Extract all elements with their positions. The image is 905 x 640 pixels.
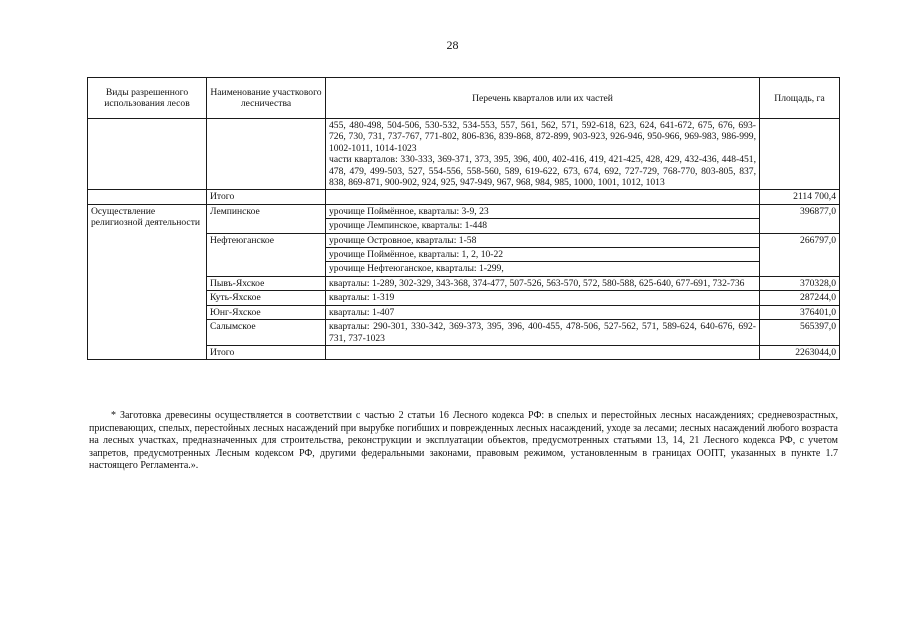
- use-type-cell: Осуществление религиозной деятельности: [88, 204, 207, 359]
- footnote-text: * Заготовка древесины осуществляется в соответствии с частью 2 статьи 16 Лесного кодекса РФ: в спелых и перестойных лесных насаждениях; средневозрастных, приспевающих, спелых, перестойных лесных насаждений при вырубке погибших и поврежденных лесных насаждений, уходе за лесами; лесных насаждений любого возраста на лесных участках, предназначенных для строительства, реконструкции и эксплуатации объектов, предусмотренных статьями 13, 14, 21 Лесного кодекса РФ, с учетом запретов, предусмотренных Лесным кодексом РФ, другими федеральными законами, правовым режимом, установленным в границах ООПТ, указанных в пункте 1.7 настоящего Регламента.».: [89, 410, 838, 472]
- header-quarters: Перечень кварталов или их частей: [326, 78, 760, 119]
- quarter-parts-list: части кварталов: 330-333, 369-371, 373, 395, 396, 400, 402-416, 419, 421-425, 428, 429, 432-436, 448-451, 478, 479, 499-503, 527, 554-556, 558-560, 589, 619-622, 673, 674, 692, 727-729, 768-770, 803-805, 837, 838, 869-871, 900-902, 924, 925, 947-949, 967, 968, 984, 985, 1000, 1001, 1012, 1013: [329, 154, 756, 189]
- quarters-cell: урочище Островное, кварталы: 1-58: [326, 233, 760, 247]
- total-label: Итого: [207, 345, 326, 359]
- quarters-cell: урочище Поймённое, кварталы: 1, 2, 10-22: [326, 248, 760, 262]
- table-header-row: [88, 78, 840, 119]
- total-area: 2114 700,4: [760, 190, 840, 204]
- quarters-cell: урочище Нефтеюганское, кварталы: 1-299,: [326, 262, 760, 276]
- quarters-cell: кварталы: 290-301, 330-342, 369-373, 395, 396, 400-455, 478-506, 527-562, 571, 589-624, 640-676, 692-731, 737-1023: [326, 320, 760, 346]
- header-area: Площадь, га: [760, 78, 840, 119]
- quarters-cell: кварталы: 1-407: [326, 305, 760, 319]
- forestry-name: Юнг-Яхское: [207, 305, 326, 319]
- area-cell: 376401,0: [760, 305, 840, 319]
- quarters-cell: кварталы: 1-289, 302-329, 343-368, 374-477, 507-526, 563-570, 572, 580-588, 625-640, 677-691, 732-736: [326, 276, 760, 290]
- footnote: [89, 410, 838, 473]
- forestry-name: Салымское: [207, 320, 326, 346]
- page-number: 28: [446, 38, 459, 52]
- area-cell: 370328,0: [760, 276, 840, 290]
- header-forestry: Наименование участкового лесничества: [207, 78, 326, 119]
- table-row: [88, 204, 840, 218]
- area-cell: 287244,0: [760, 291, 840, 305]
- total-label: Итого: [207, 190, 326, 204]
- area-cell: 266797,0: [760, 233, 840, 276]
- forestry-name: Лемпинское: [207, 204, 326, 233]
- area-cell: 396877,0: [760, 204, 840, 233]
- area-cell: 565397,0: [760, 320, 840, 346]
- quarters-cell: урочище Поймённое, кварталы: 3-9, 23: [326, 204, 760, 218]
- quarters-list: 455, 480-498, 504-506, 530-532, 534-553, 557, 561, 562, 571, 592-618, 623, 624, 641-672, 675, 676, 693-726, 730, 731, 737-767, 771-802, 806-836, 839-868, 872-899, 903-923, 926-946, 950-966, 969-983, 986-999, 1002-1011, 1014-1023: [329, 120, 756, 154]
- quarters-cell: кварталы: 1-319: [326, 291, 760, 305]
- quarters-cell: урочище Лемпинское, кварталы: 1-448: [326, 219, 760, 233]
- total-area: 2263044,0: [760, 345, 840, 359]
- forest-use-table: [87, 77, 840, 360]
- forestry-name: Нефтеюганское: [207, 233, 326, 276]
- total-row: [88, 190, 840, 204]
- forestry-name: Пывъ-Яхское: [207, 276, 326, 290]
- table-row: [88, 119, 840, 190]
- header-use-type: Виды разрешенного использования лесов: [88, 78, 207, 119]
- forestry-name: Куть-Яхское: [207, 291, 326, 305]
- quarters-cell: [326, 119, 760, 190]
